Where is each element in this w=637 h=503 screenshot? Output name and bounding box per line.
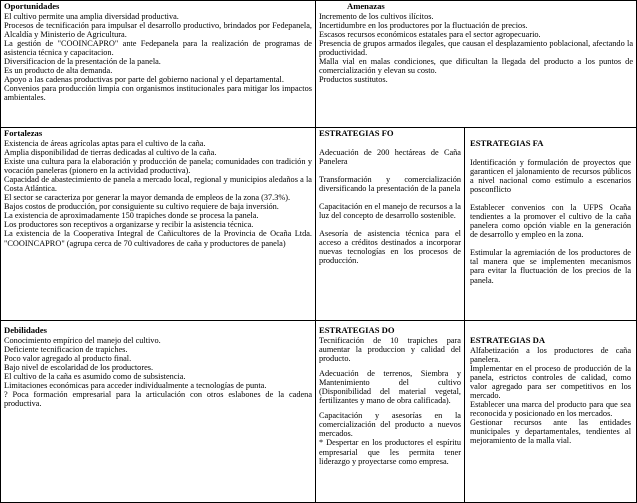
oportunidad-item: Procesos de tecnificación para impulsar el desarrollo productivo, brindados por Fedepanela, Alcaldía y Ministerio de Agricultura. bbox=[4, 20, 312, 39]
oportunidad-item: Convenios para producción limpia con organismos institucionales para mitigar los impactos ambientales. bbox=[4, 84, 312, 103]
estrategia-do-item: Tecnificación de 10 trapiches para aumentar la produccion y calidad del producto. bbox=[319, 335, 461, 363]
oportunidad-item: Apoyo a las cadenas productivas por parte del gobierno nacional y el departamental. bbox=[4, 75, 284, 85]
amenaza-item: Presencia de grupos armados ilegales, que causan el desplazamiento poblacional, afectando la productividad. bbox=[319, 38, 633, 57]
estrategias-da-header: ESTRATEGIAS DA bbox=[470, 335, 546, 345]
oportunidad-item: La gestión de "COOINCAPRO" ante Fedepanela para la realización de programas de asistencia técnica y capacitacion. bbox=[4, 38, 312, 57]
debilidad-item: Limitaciones económicas para acceder individualmente a tecnologías de punta. bbox=[4, 380, 267, 390]
debilidad-item: Conocimiento empírico del manejo del cultivo. bbox=[4, 335, 161, 345]
debilidades-header: Debilidades bbox=[4, 325, 47, 335]
debilidad-item: El cultivo de la caña es asumido como de subsistencia. bbox=[4, 371, 186, 381]
fortaleza-item: Amplia disponibilidad de tierras dedicadas al cultivo de la caña. bbox=[4, 147, 217, 157]
estrategias-fo-header: ESTRATEGIAS FO bbox=[319, 128, 394, 138]
fortaleza-item: Bajos costos de producción, por consiguiente su cultivo requiere de baja inversión. bbox=[4, 202, 279, 212]
estrategia-da-item: Gestionar recursos ante las entidades municipales y departamentales, tendientes al mejoramiento de la malla vial. bbox=[470, 418, 631, 446]
fortaleza-item: La existencia de la Cooperativa Integral de Cañicultores de la Provincia de Ocaña Ltda. "COOINCAPRO" (agrupa cerca de 70 cultivadores de caña y productores de panela) bbox=[4, 229, 312, 248]
oportunidad-item: Diversificacion de la presentación de la panela. bbox=[4, 56, 161, 66]
amenaza-item: Incremento de los cultivos ilícitos. bbox=[319, 11, 434, 21]
estrategia-fa-item: Estimular la agremiación de los productores de tal manera que se implementen mecanismos para evitar la fluctuación de los precios de la panela. bbox=[470, 248, 631, 285]
estrategia-do-item: * Despertar en los productores el espíritu empresarial que les permita tener liderazgo y proyectarse como empresa. bbox=[319, 438, 461, 466]
estrategia-fa-item: Establecer convenios con la UFPS Ocaña tendientes a la promover el cultivo de la caña panelera como opción viable en la generación de desarrollo y empleo en la zona. bbox=[470, 202, 631, 240]
fortaleza-item: Existencia de áreas agrícolas aptas para el cultivo de la caña. bbox=[4, 138, 206, 148]
amenaza-item: Escasos recursos económicos estatales para el sector agropecuario. bbox=[319, 29, 541, 39]
estrategia-do-item: Adecuación de terrenos, Siembra y Mantenimiento del cultivo (Disponibilidad del material vegetal, fertilizantes y mano de obra calificada). bbox=[319, 368, 461, 406]
estrategia-da-item: Implementar en el proceso de producción de la panela, estrictos controles de calidad, como valor agregado para ser competitivos en los mercado. bbox=[470, 363, 631, 400]
estrategias-da-cell bbox=[465, 321, 636, 502]
debilidad-item: Bajo nivel de escolaridad de los productores. bbox=[4, 362, 154, 372]
oportunidad-item: Es un producto de alta demanda. bbox=[4, 66, 113, 76]
estrategia-fo-item: Asesoría de asistencia técnica para el acceso a créditos destinados a incorporar nuevas tecnologías en los procesos de producción. bbox=[319, 229, 461, 266]
estrategia-fo-item: Transformación y comercialización diversificando la presentación de la panela bbox=[319, 174, 461, 193]
estrategias-fo-cell bbox=[316, 128, 464, 320]
estrategia-fo-item: Adecuación de 200 hectáreas de Caña Panelera bbox=[319, 147, 461, 166]
estrategia-do-item: Capacitación y asesorías en la comercialización del producto a nuevos mercados. bbox=[319, 411, 461, 439]
fortaleza-item: La existencia de aproximadamente 150 trapiches donde se procesa la panela. bbox=[4, 211, 259, 221]
debilidad-item: ? Poca formación empresarial para la articulación con otros eslabones de la cadena productiva. bbox=[4, 390, 312, 409]
estrategias-fa-cell bbox=[465, 128, 636, 320]
estrategia-fa-item: Identificación y formulación de proyectos que garanticen el jalonamiento de recursos públicos a nivel nacional como estímulo a escenarios posconflicto bbox=[470, 157, 631, 194]
amenaza-item: Productos sustitutos. bbox=[319, 75, 388, 85]
oportunidad-item: El cultivo permite una amplia diversidad productiva. bbox=[4, 11, 179, 21]
debilidades-cell bbox=[1, 321, 315, 502]
estrategias-do-cell bbox=[316, 321, 464, 502]
estrategias-fa-header: ESTRATEGIAS FA bbox=[470, 138, 544, 148]
fortalezas-header: Fortalezas bbox=[4, 128, 43, 138]
fortaleza-item: El sector se caracteriza por generar la mayor demanda de empleos de la zona (37.3%). bbox=[4, 193, 291, 203]
fortaleza-item: Capacidad de abastecimiento de panela a mercado local, regional y municipios aledaños a la Costa Atlántica. bbox=[4, 174, 312, 193]
amenaza-item: Incertidumbre en los productores por la fluctuación de precios. bbox=[319, 20, 528, 30]
estrategia-da-item: Establecer una marca del producto para que sea reconocida y posicionado en los mercados. bbox=[470, 400, 631, 419]
oportunidades-header: Oportunidades bbox=[4, 1, 60, 11]
fortaleza-item: Existe una cultura para la elaboración y producción de panela; comunidades con tradición y vocación paneleras (pionero en la actividad productiva). bbox=[4, 156, 312, 175]
debilidad-item: Deficiente tecnificacion de trapiches. bbox=[4, 344, 128, 354]
amenaza-item: Malla vial en malas condiciones, que dificultan la llegada del producto a los puntos de comercialización y elevan su costo. bbox=[319, 56, 633, 76]
amenazas-cell bbox=[316, 1, 636, 127]
debilidad-item: Poco valor agregado al producto final. bbox=[4, 353, 132, 363]
fortalezas-cell bbox=[1, 128, 315, 320]
fortaleza-item: Los productores son receptivos a organizarse y recibir la asistencia técnica. bbox=[4, 220, 254, 230]
oportunidades-cell bbox=[1, 1, 315, 127]
estrategia-fo-item: Capacitación en el manejo de recursos a la luz del concepto de desarrollo sostenible. bbox=[319, 201, 461, 220]
estrategias-do-header: ESTRATEGIAS DO bbox=[319, 325, 395, 335]
estrategia-da-item: Alfabetización a los productores de caña panelera. bbox=[470, 345, 631, 364]
amenazas-header: Amenazas bbox=[347, 1, 385, 11]
